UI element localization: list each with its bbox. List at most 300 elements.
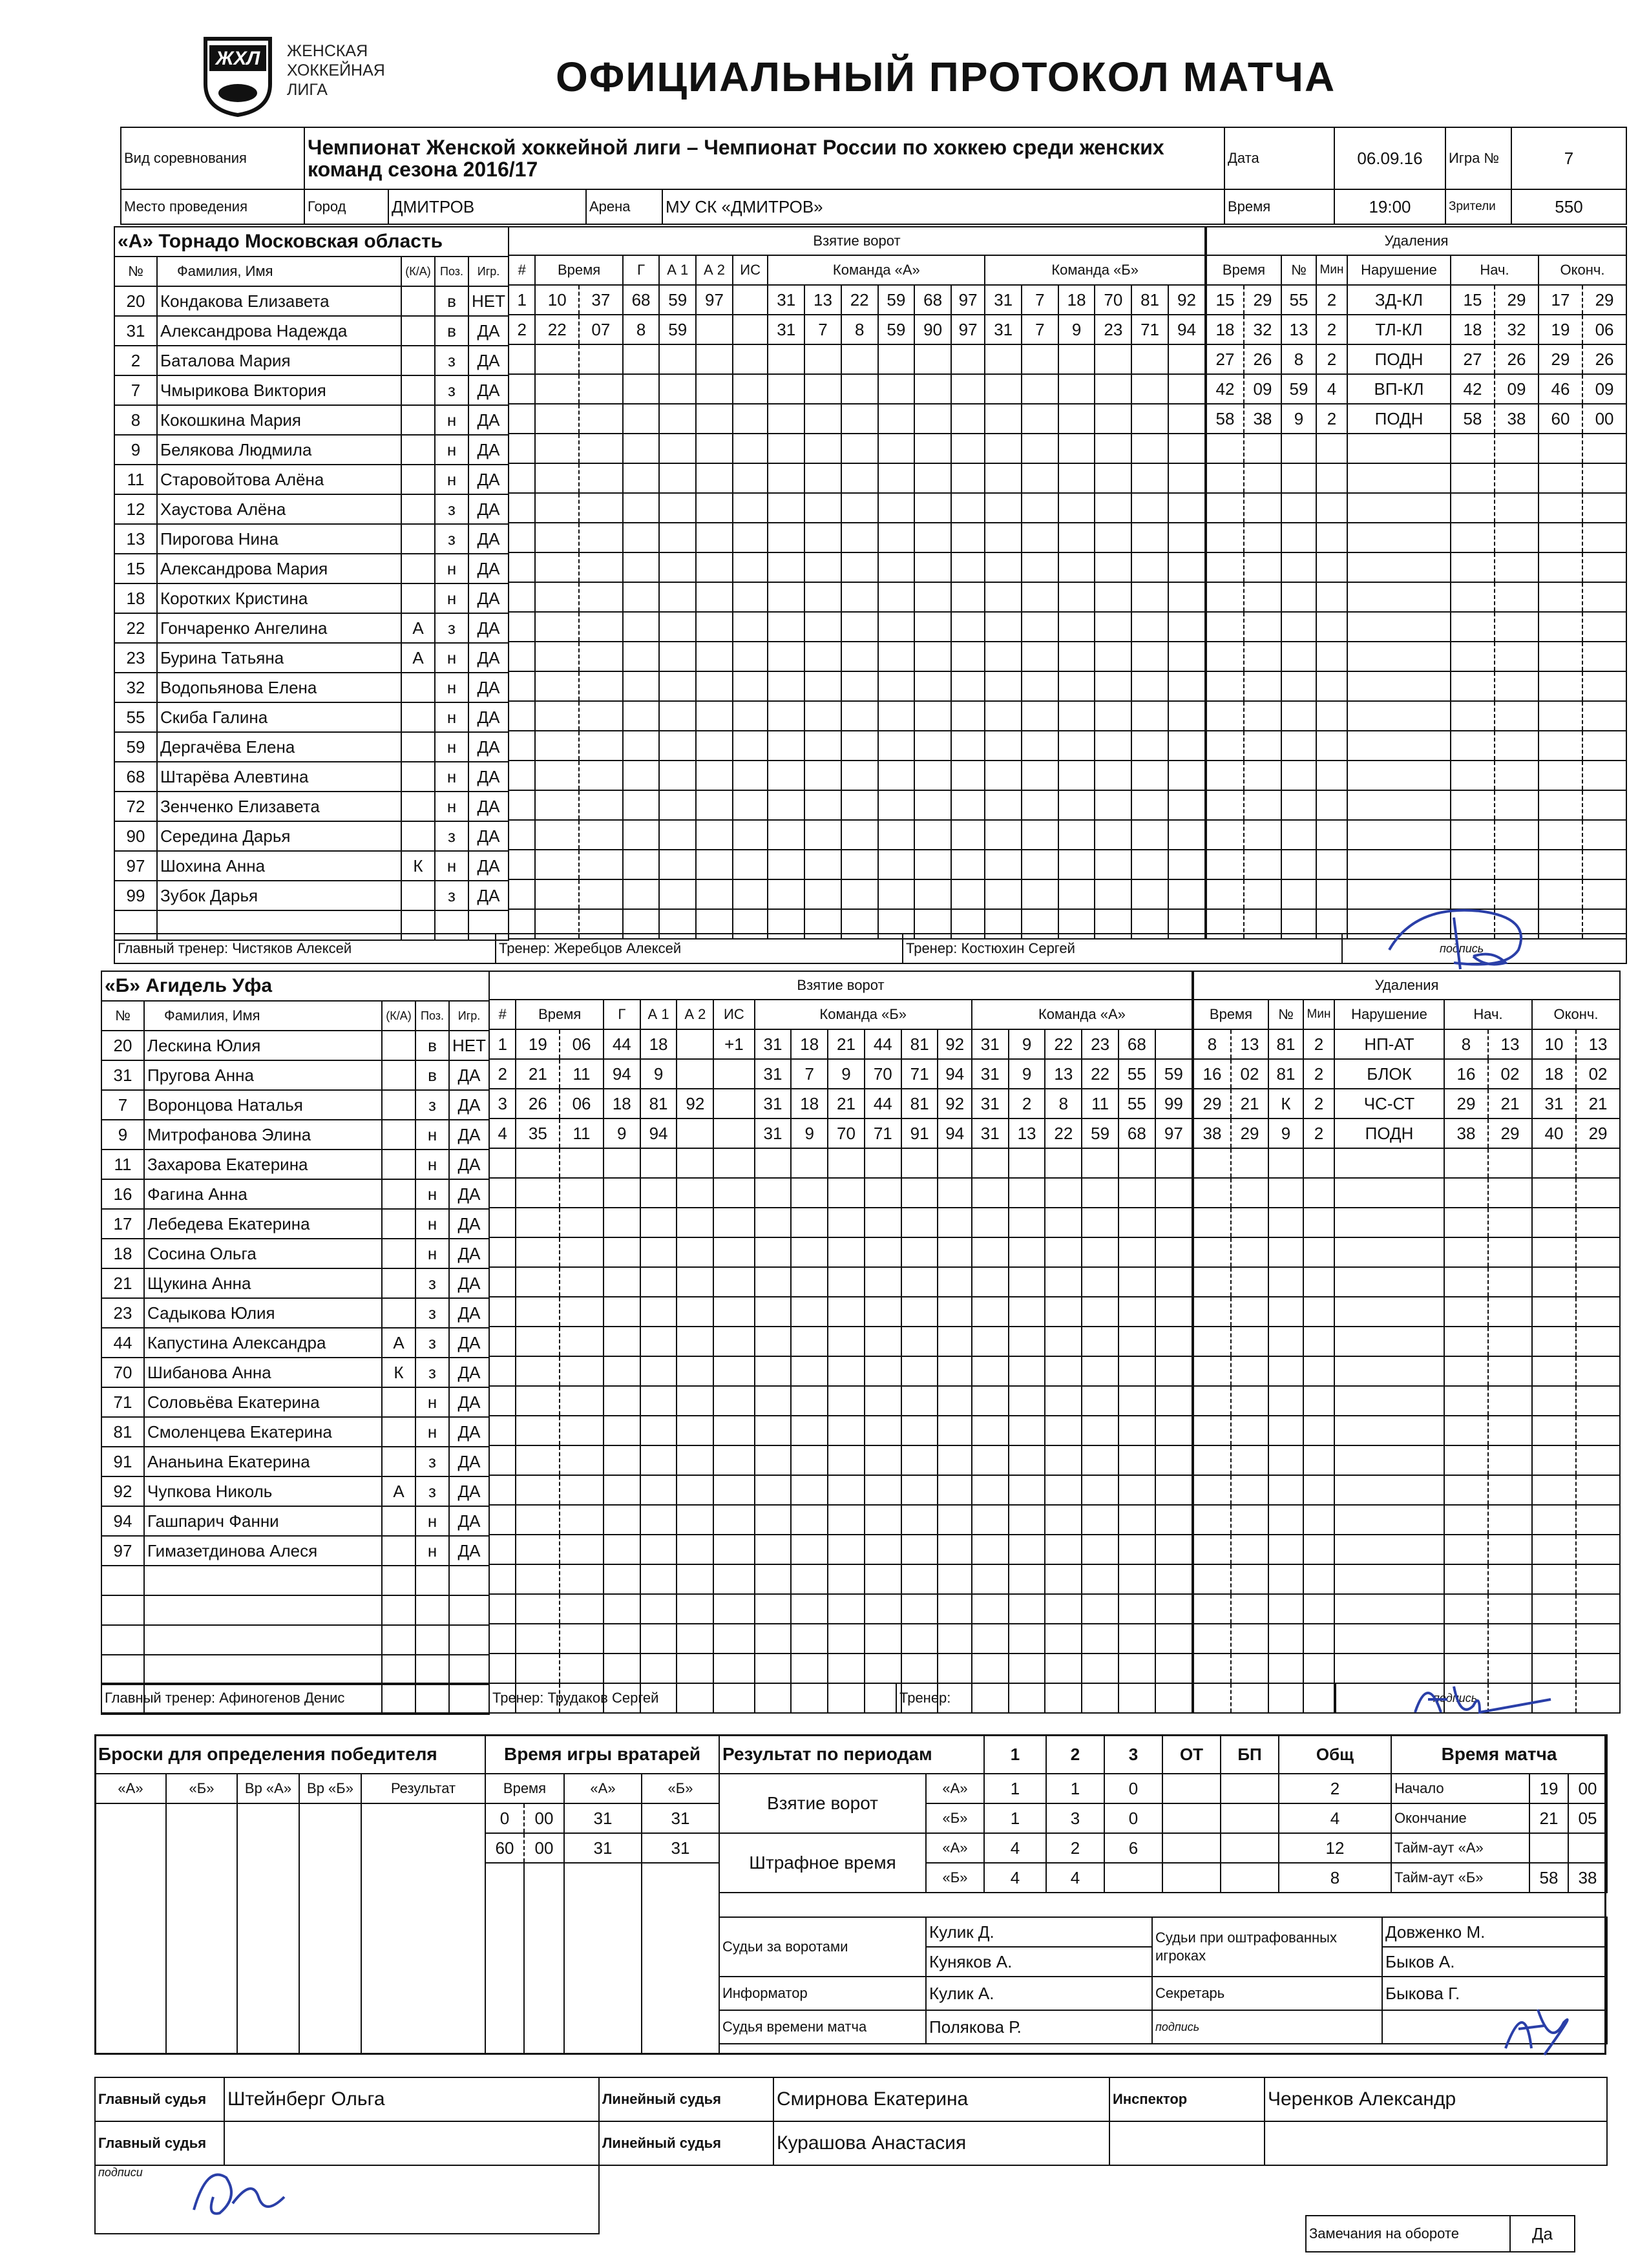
goal-assist2 bbox=[696, 404, 733, 434]
penalty-infraction: БЛОК bbox=[1334, 1059, 1444, 1089]
onice-opp-player bbox=[1082, 1356, 1119, 1386]
onice-opp-player bbox=[1131, 552, 1168, 582]
onice-opp-player bbox=[1045, 1445, 1082, 1475]
onice-opp-player bbox=[1155, 1029, 1192, 1059]
onice-opp-player bbox=[1022, 374, 1058, 404]
penalty-start-min bbox=[1444, 1594, 1488, 1624]
penalty-second bbox=[1231, 1386, 1268, 1416]
player-position: н bbox=[435, 792, 468, 821]
penalty-start-min bbox=[1444, 1297, 1488, 1327]
player-position: з bbox=[435, 613, 468, 643]
goal-assist2 bbox=[696, 493, 733, 523]
penalty-start-min bbox=[1451, 463, 1495, 493]
goal-minute bbox=[516, 1624, 560, 1654]
goal-row bbox=[489, 1118, 1192, 1148]
start-m: 00 bbox=[1568, 1774, 1607, 1803]
goal-assist1 bbox=[659, 374, 696, 404]
onice-opp-player bbox=[985, 434, 1022, 463]
penalty-end-sec: 26 bbox=[1582, 344, 1626, 374]
penalty-second bbox=[1244, 612, 1281, 642]
goal-situation bbox=[713, 1386, 754, 1416]
penalty-start-min bbox=[1444, 1356, 1488, 1386]
player-number: 70 bbox=[101, 1358, 144, 1387]
player-name: Фагина Анна bbox=[144, 1179, 382, 1209]
penalty-start-sec bbox=[1488, 1416, 1532, 1445]
player-ka bbox=[401, 375, 435, 405]
onice-opp-player bbox=[1119, 1208, 1155, 1237]
goal-scorer bbox=[623, 850, 660, 879]
roster-row bbox=[101, 1031, 489, 1060]
onice-own-player bbox=[768, 523, 804, 552]
penalty-minutes bbox=[1303, 1237, 1334, 1267]
onice-opp-player bbox=[1082, 1386, 1119, 1416]
onice-own-player bbox=[841, 404, 878, 434]
penalty-start-min bbox=[1444, 1445, 1488, 1475]
penalty-start-min bbox=[1444, 1386, 1488, 1416]
onice-opp-player bbox=[1058, 404, 1095, 434]
page-title: ОФИЦИАЛЬНЫЙ ПРОТОКОЛ МАТЧА bbox=[556, 54, 1336, 100]
player-ka bbox=[401, 702, 435, 732]
onice-opp-player bbox=[1022, 642, 1058, 671]
goal-scorer bbox=[623, 701, 660, 731]
penalty-start-sec bbox=[1488, 1297, 1532, 1327]
team-a-pen-title: Удаления bbox=[1206, 227, 1626, 255]
player-name: Дергачёва Елена bbox=[157, 732, 401, 762]
penalty-row bbox=[1206, 731, 1626, 761]
goal-number bbox=[509, 582, 535, 612]
penalty-judge-1: Довженко М. bbox=[1382, 1917, 1607, 1947]
onice-opp-player bbox=[1022, 731, 1058, 761]
goal-situation bbox=[713, 1327, 754, 1356]
onice-opp-player bbox=[1155, 1445, 1192, 1475]
col-ka: (К/А) bbox=[401, 257, 435, 286]
onice-own-player: 70 bbox=[865, 1059, 901, 1089]
onice-opp-player bbox=[1045, 1356, 1082, 1386]
goal-assist2 bbox=[696, 374, 733, 404]
penalty-start-sec: 26 bbox=[1495, 344, 1539, 374]
onice-own-player bbox=[878, 879, 915, 909]
onice-opp-player bbox=[972, 1594, 1009, 1624]
onice-own-player bbox=[901, 1624, 938, 1654]
goal-number bbox=[489, 1386, 516, 1416]
player-number: 32 bbox=[114, 673, 157, 702]
goal-assist1 bbox=[659, 790, 696, 820]
penalty-second bbox=[1231, 1654, 1268, 1683]
penalty-minutes: 2 bbox=[1316, 285, 1347, 315]
onice-opp-player bbox=[1058, 820, 1095, 850]
penalty-row bbox=[1193, 1148, 1620, 1178]
goal-assist1 bbox=[659, 344, 696, 374]
player-name: Гашпарич Фанни bbox=[144, 1506, 382, 1536]
goal-number bbox=[509, 463, 535, 493]
player-played: ДА bbox=[449, 1268, 489, 1298]
onice-opp-player bbox=[985, 761, 1022, 790]
goal-col-g-b: Г bbox=[604, 1000, 640, 1029]
goal-row bbox=[509, 285, 1205, 315]
penalty-infraction: ПОДН bbox=[1334, 1118, 1444, 1148]
roster-row bbox=[114, 286, 509, 316]
player-position: н bbox=[435, 762, 468, 792]
goal-assist2 bbox=[696, 642, 733, 671]
time-value: 19:00 bbox=[1334, 189, 1445, 224]
onice-opp-player bbox=[1082, 1594, 1119, 1624]
onice-opp-player bbox=[1095, 820, 1131, 850]
goal-assist1 bbox=[659, 434, 696, 463]
onice-opp-player bbox=[985, 404, 1022, 434]
onice-own-player bbox=[828, 1267, 865, 1297]
goal-minute bbox=[516, 1445, 560, 1475]
player-name: Пругова Анна bbox=[144, 1060, 382, 1090]
onice-own-player: 71 bbox=[865, 1118, 901, 1148]
penalty-player bbox=[1268, 1535, 1303, 1564]
player-name: Захарова Екатерина bbox=[144, 1150, 382, 1179]
referees-table bbox=[94, 2077, 1608, 2234]
goal-row bbox=[509, 582, 1205, 612]
team-a-roster bbox=[114, 226, 509, 941]
onice-own-player bbox=[938, 1624, 971, 1654]
penalty-start-sec bbox=[1488, 1505, 1532, 1535]
onice-opp-player: 7 bbox=[1022, 315, 1058, 344]
period-value bbox=[1221, 1774, 1279, 1803]
onice-own-player bbox=[828, 1475, 865, 1505]
roster-row bbox=[114, 494, 509, 524]
goal-situation bbox=[733, 761, 768, 790]
goal-row bbox=[489, 1267, 1192, 1297]
empty-cell bbox=[144, 1625, 382, 1655]
player-played: ДА bbox=[449, 1120, 489, 1150]
onice-own-player bbox=[755, 1624, 792, 1654]
onice-opp-player bbox=[1119, 1178, 1155, 1208]
penalty-infraction: ТЛ-КЛ bbox=[1347, 315, 1451, 344]
onice-opp-player bbox=[1045, 1654, 1082, 1683]
penalty-end-sec bbox=[1576, 1148, 1620, 1178]
onice-own-player bbox=[938, 1654, 971, 1683]
shootout-table bbox=[94, 1734, 486, 2055]
period-value bbox=[1221, 1803, 1279, 1833]
penalty-end-min bbox=[1539, 731, 1582, 761]
onice-own-player bbox=[865, 1505, 901, 1535]
goal-situation bbox=[733, 731, 768, 761]
match-time-title: Время матча bbox=[1391, 1735, 1607, 1774]
goal-second bbox=[579, 344, 623, 374]
roster-row bbox=[101, 1120, 489, 1150]
penalty-end-sec bbox=[1582, 879, 1626, 909]
goal-number bbox=[489, 1624, 516, 1654]
onice-opp-player bbox=[1168, 701, 1205, 731]
penalty-minute: 58 bbox=[1206, 404, 1244, 434]
goal-situation bbox=[713, 1445, 754, 1475]
goal-row bbox=[489, 1564, 1192, 1594]
penalty-minute: 8 bbox=[1193, 1029, 1231, 1059]
onice-own-player bbox=[901, 1178, 938, 1208]
team-a-onice-opp: Команда «Б» bbox=[985, 255, 1205, 285]
player-number: 72 bbox=[114, 792, 157, 821]
onice-own-player bbox=[865, 1237, 901, 1267]
player-name: Бурина Татьяна bbox=[157, 643, 401, 673]
penalty-end-sec bbox=[1582, 434, 1626, 463]
player-position: з bbox=[435, 375, 468, 405]
onice-opp-player bbox=[1058, 463, 1095, 493]
onice-own-player bbox=[841, 850, 878, 879]
onice-opp-player bbox=[1155, 1267, 1192, 1297]
team-b-pen-title: Удаления bbox=[1193, 971, 1620, 1000]
penalty-end-sec bbox=[1576, 1416, 1620, 1445]
penalty-row bbox=[1193, 1564, 1620, 1594]
onice-opp-player bbox=[1131, 434, 1168, 463]
penalty-minute bbox=[1206, 642, 1244, 671]
player-ka bbox=[401, 316, 435, 346]
onice-own-player bbox=[938, 1237, 971, 1267]
onice-opp-player bbox=[1009, 1208, 1045, 1237]
onice-own-player bbox=[768, 374, 804, 404]
penalty-end-sec bbox=[1576, 1356, 1620, 1386]
onice-opp-player bbox=[1058, 552, 1095, 582]
penalty-second: 29 bbox=[1244, 285, 1281, 315]
penalty-player bbox=[1268, 1178, 1303, 1208]
penalty-start-min: 29 bbox=[1444, 1089, 1488, 1118]
onice-own-player bbox=[841, 820, 878, 850]
onice-opp-player bbox=[1045, 1594, 1082, 1624]
onice-opp-player bbox=[1168, 523, 1205, 552]
goal-assist2: 92 bbox=[677, 1089, 713, 1118]
penalty-player bbox=[1281, 701, 1316, 731]
player-ka bbox=[401, 286, 435, 316]
penalty-row bbox=[1193, 1059, 1620, 1089]
penalty-end-sec bbox=[1576, 1327, 1620, 1356]
onice-own-player bbox=[938, 1356, 971, 1386]
penalty-player: 81 bbox=[1268, 1059, 1303, 1089]
goal-minute bbox=[535, 731, 579, 761]
goal-situation bbox=[733, 344, 768, 374]
empty-cell bbox=[449, 1595, 489, 1625]
goal-scorer bbox=[623, 790, 660, 820]
onice-own-player bbox=[914, 790, 951, 820]
penalty-infraction: ЗД-КЛ bbox=[1347, 285, 1451, 315]
onice-opp-player bbox=[1058, 374, 1095, 404]
player-position: в bbox=[415, 1031, 449, 1060]
penalty-start-min: 18 bbox=[1451, 315, 1495, 344]
penalty-end-min bbox=[1539, 850, 1582, 879]
onice-opp-player bbox=[1022, 790, 1058, 820]
onice-own-player bbox=[938, 1445, 971, 1475]
roster-row bbox=[101, 1476, 489, 1506]
goal-second bbox=[560, 1386, 604, 1416]
shootout-col-res: Результат bbox=[361, 1774, 485, 1803]
goal-number bbox=[509, 552, 535, 582]
player-played: ДА bbox=[449, 1060, 489, 1090]
shootout-title: Броски для определения победителя bbox=[95, 1735, 485, 1774]
onice-own-player: 71 bbox=[901, 1059, 938, 1089]
goal-assist2 bbox=[696, 879, 733, 909]
period-value bbox=[1162, 1863, 1221, 1893]
inspector-value: Черенков Александр bbox=[1265, 2077, 1607, 2121]
onice-own-player bbox=[951, 612, 985, 642]
goal-assist2 bbox=[696, 463, 733, 493]
goal-assist2 bbox=[696, 850, 733, 879]
onice-own-player bbox=[938, 1327, 971, 1356]
onice-opp-player bbox=[1022, 434, 1058, 463]
onice-opp-player bbox=[1058, 642, 1095, 671]
goal-assist1 bbox=[659, 582, 696, 612]
goal-row bbox=[489, 1445, 1192, 1475]
onice-opp-player bbox=[1009, 1445, 1045, 1475]
player-position: н bbox=[435, 673, 468, 702]
penalty-second bbox=[1231, 1148, 1268, 1178]
player-played: ДА bbox=[468, 643, 509, 673]
goal-number bbox=[509, 523, 535, 552]
penalty-infraction bbox=[1347, 761, 1451, 790]
goal-minute bbox=[516, 1148, 560, 1178]
penalty-infraction bbox=[1334, 1475, 1444, 1505]
onice-own-player: 31 bbox=[768, 285, 804, 315]
goal-col-a1-b: А 1 bbox=[640, 1000, 677, 1029]
onice-opp-player bbox=[972, 1267, 1009, 1297]
onice-own-player bbox=[878, 463, 915, 493]
secretary-label: Секретарь bbox=[1152, 1977, 1382, 2010]
team-a-goals-title: Взятие ворот bbox=[509, 227, 1205, 255]
goal-situation bbox=[713, 1118, 754, 1148]
player-position: н bbox=[435, 554, 468, 583]
roster-row bbox=[101, 1536, 489, 1566]
referee-1: Штейнберг Ольга bbox=[224, 2077, 599, 2121]
team-a-title: «А» Торнадо Московская область bbox=[114, 227, 509, 257]
onice-opp-player bbox=[1168, 552, 1205, 582]
goal-row bbox=[489, 1297, 1192, 1327]
player-number: 11 bbox=[114, 465, 157, 494]
penalty-start-min bbox=[1451, 582, 1495, 612]
penalty-player bbox=[1268, 1148, 1303, 1178]
goal-second bbox=[560, 1267, 604, 1297]
onice-opp-player: 97 bbox=[1155, 1118, 1192, 1148]
goal-scorer bbox=[623, 820, 660, 850]
onice-opp-player bbox=[1119, 1594, 1155, 1624]
goal-scorer: 8 bbox=[623, 315, 660, 344]
goal-second: 06 bbox=[560, 1029, 604, 1059]
penalty-start-min bbox=[1451, 671, 1495, 701]
penalty-player: 81 bbox=[1268, 1029, 1303, 1059]
onice-own-player bbox=[914, 612, 951, 642]
goal-assist2 bbox=[696, 761, 733, 790]
goalie-time-title: Время игры вратарей bbox=[485, 1735, 719, 1774]
penalty-end-sec bbox=[1582, 493, 1626, 523]
onice-opp-player bbox=[985, 582, 1022, 612]
pen-col-end-b: Оконч. bbox=[1532, 1000, 1620, 1029]
period-row-team: «А» bbox=[926, 1833, 984, 1863]
onice-opp-player bbox=[1022, 463, 1058, 493]
onice-opp-player bbox=[1022, 493, 1058, 523]
penalty-start-sec bbox=[1495, 671, 1539, 701]
goal-minute bbox=[516, 1327, 560, 1356]
penalty-player bbox=[1281, 612, 1316, 642]
roster-row bbox=[101, 1625, 489, 1655]
onice-opp-player bbox=[1058, 612, 1095, 642]
player-position: з bbox=[435, 494, 468, 524]
onice-opp-player: 11 bbox=[1082, 1089, 1119, 1118]
onice-own-player bbox=[914, 642, 951, 671]
player-number: 7 bbox=[114, 375, 157, 405]
empty-cell bbox=[382, 1566, 415, 1595]
player-played: ДА bbox=[449, 1328, 489, 1358]
onice-own-player bbox=[901, 1237, 938, 1267]
player-played: ДА bbox=[449, 1387, 489, 1417]
penalty-row bbox=[1206, 820, 1626, 850]
penalty-minutes bbox=[1316, 612, 1347, 642]
goal-second bbox=[560, 1564, 604, 1594]
penalty-minute: 38 bbox=[1193, 1118, 1231, 1148]
shootout-col-b: «Б» bbox=[166, 1774, 237, 1803]
penalty-infraction bbox=[1347, 434, 1451, 463]
onice-own-player bbox=[914, 701, 951, 731]
onice-own-player bbox=[901, 1386, 938, 1416]
onice-opp-player bbox=[1095, 404, 1131, 434]
goal-scorer bbox=[604, 1297, 640, 1327]
goal-assist2 bbox=[677, 1475, 713, 1505]
goal-number bbox=[509, 761, 535, 790]
goal-assist2 bbox=[677, 1327, 713, 1356]
empty-cell bbox=[415, 1566, 449, 1595]
goal-col-is-b: ИС bbox=[713, 1000, 754, 1029]
penalty-end-sec bbox=[1582, 582, 1626, 612]
penalty-end-sec bbox=[1576, 1564, 1620, 1594]
player-played: ДА bbox=[449, 1536, 489, 1566]
goal-minute bbox=[535, 790, 579, 820]
penalty-start-sec bbox=[1488, 1327, 1532, 1356]
goal-number bbox=[509, 612, 535, 642]
goal-row bbox=[509, 642, 1205, 671]
player-position: з bbox=[415, 1298, 449, 1328]
penalty-player bbox=[1281, 671, 1316, 701]
empty-cell bbox=[449, 1566, 489, 1595]
onice-opp-player bbox=[1155, 1386, 1192, 1416]
penalty-minute bbox=[1206, 850, 1244, 879]
penalty-player bbox=[1268, 1624, 1303, 1654]
penalty-end-min bbox=[1539, 523, 1582, 552]
penalty-row bbox=[1193, 1029, 1620, 1059]
period-value: 6 bbox=[1104, 1833, 1162, 1863]
onice-opp-player bbox=[972, 1445, 1009, 1475]
goal-row bbox=[489, 1505, 1192, 1535]
team-a-goals bbox=[508, 226, 1206, 940]
roster-row bbox=[114, 643, 509, 673]
onice-own-player bbox=[865, 1327, 901, 1356]
penalty-second bbox=[1231, 1297, 1268, 1327]
onice-own-player: 91 bbox=[901, 1118, 938, 1148]
goal-number bbox=[489, 1208, 516, 1237]
penalty-player bbox=[1281, 523, 1316, 552]
goal-minute: 35 bbox=[516, 1118, 560, 1148]
col-ka-b: (К/А) bbox=[382, 1001, 415, 1031]
onice-opp-player bbox=[1095, 463, 1131, 493]
goal-assist2 bbox=[677, 1118, 713, 1148]
goal-assist2 bbox=[677, 1445, 713, 1475]
player-position: з bbox=[415, 1447, 449, 1476]
penalty-start-sec bbox=[1488, 1237, 1532, 1267]
onice-opp-player bbox=[985, 701, 1022, 731]
onice-own-player bbox=[841, 374, 878, 404]
onice-opp-player: 71 bbox=[1131, 315, 1168, 344]
onice-opp-player bbox=[1155, 1505, 1192, 1535]
onice-opp-player bbox=[1082, 1267, 1119, 1297]
goal-col-is: ИС bbox=[733, 255, 768, 285]
player-position: н bbox=[435, 851, 468, 881]
player-name: Кондакова Елизавета bbox=[157, 286, 401, 316]
penalty-infraction bbox=[1334, 1327, 1444, 1356]
penalty-minutes bbox=[1303, 1535, 1334, 1564]
onice-own-player bbox=[938, 1178, 971, 1208]
logo-line3: ЛИГА bbox=[287, 81, 328, 99]
penalty-row bbox=[1206, 761, 1626, 790]
goal-situation bbox=[713, 1089, 754, 1118]
